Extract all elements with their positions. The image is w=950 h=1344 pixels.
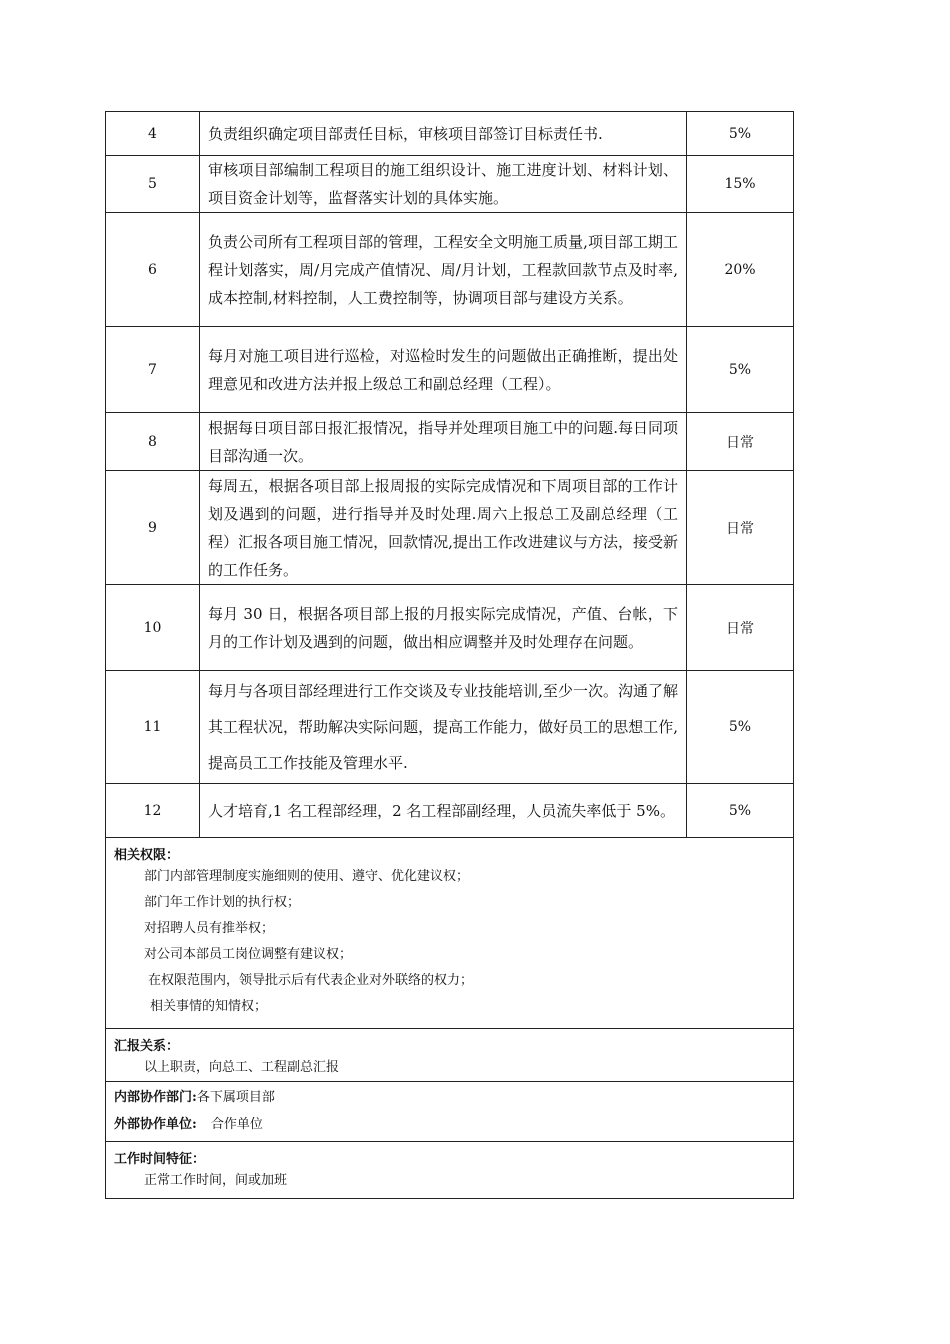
- internal-collaboration: [106, 1084, 793, 1111]
- external-value: 合作单位: [210, 1117, 263, 1132]
- row-weight: 5%: [687, 327, 794, 413]
- reporting-title: 汇报关系：: [114, 1039, 180, 1054]
- table-row: [106, 156, 794, 213]
- row-weight: 5%: [687, 671, 794, 784]
- authority-item: 部门内部管理制度实施细则的使用、遵守、优化建议权；: [144, 869, 470, 884]
- row-description: 每周五，根据各项目部上报周报的实际完成情况和下周项目部的工作计划及遇到的问题，进行指导并及时处理.周六上报总工及副总经理（工程）汇报各项目施工情况，回款情况,提出工作改进建议与方法，接受新的工作任务。: [200, 471, 687, 585]
- row-number: 10: [106, 585, 200, 671]
- worktime-title: 工作时间特征：: [114, 1152, 206, 1167]
- worktime-text: 正常工作时间，间或加班: [144, 1173, 288, 1188]
- collaboration-section: [105, 1082, 794, 1142]
- worktime-section: [105, 1142, 794, 1199]
- row-description: 负责公司所有工程项目部的管理，工程安全文明施工质量,项目部工期工程计划落实，周/月完成产值情况、周/月计划，工程款回款节点及时率,成本控制,材料控制，人工费控制等，协调项目部与建设方关系。: [200, 213, 687, 327]
- table-row: [106, 784, 794, 838]
- table-row: [106, 413, 794, 471]
- authority-item: 对招聘人员有推举权；: [144, 921, 275, 936]
- row-number: 8: [106, 413, 200, 471]
- row-number: 4: [106, 112, 200, 156]
- table-row: [106, 213, 794, 327]
- table-row: [106, 671, 794, 784]
- reporting-text: 以上职责，向总工、工程副总汇报: [144, 1060, 340, 1075]
- authority-item: 部门年工作计划的执行权；: [144, 895, 301, 910]
- table-row: [106, 585, 794, 671]
- row-weight: 5%: [687, 784, 794, 838]
- row-description: 人才培育,1 名工程部经理，2 名工程部副经理，人员流失率低于 5%。: [200, 784, 687, 838]
- row-description: 每月 30 日，根据各项目部上报的月报实际完成情况，产值、台帐，下月的工作计划及遇到的问题，做出相应调整并及时处理存在问题。: [200, 585, 687, 671]
- row-weight: 15%: [687, 156, 794, 213]
- authority-item: 在权限范围内，领导批示后有代表企业对外联络的权力；: [148, 973, 474, 988]
- row-weight: 5%: [687, 112, 794, 156]
- row-number: 11: [106, 671, 200, 784]
- internal-value: 各下属项目部: [196, 1090, 275, 1105]
- table-row: [106, 327, 794, 413]
- row-description: 每月对施工项目进行巡检，对巡检时发生的问题做出正确推断，提出处理意见和改进方法并报上级总工和副总经理（工程）。: [200, 327, 687, 413]
- external-collaboration: [106, 1111, 793, 1138]
- row-description: 审核项目部编制工程项目的施工组织设计、施工进度计划、材料计划、项目资金计划等，监督落实计划的具体实施。: [200, 156, 687, 213]
- row-description: 负责组织确定项目部责任目标，审核项目部签订目标责任书.: [200, 112, 687, 156]
- authority-title: 相关权限：: [114, 848, 180, 863]
- authority-section: [105, 838, 794, 1029]
- row-weight: 日常: [687, 413, 794, 471]
- row-weight: 日常: [687, 585, 794, 671]
- row-weight: 20%: [687, 213, 794, 327]
- table-row: [106, 471, 794, 585]
- table-row: [106, 112, 794, 156]
- row-description: 根据每日项目部日报汇报情况，指导并处理项目施工中的问题.每日同项目部沟通一次。: [200, 413, 687, 471]
- reporting-section: [105, 1029, 794, 1082]
- row-number: 5: [106, 156, 200, 213]
- internal-label: 内部协作部门:: [114, 1090, 197, 1105]
- external-label: 外部协作单位:: [114, 1117, 197, 1132]
- document-page: [105, 111, 794, 1199]
- row-number: 7: [106, 327, 200, 413]
- row-weight: 日常: [687, 471, 794, 585]
- row-number: 9: [106, 471, 200, 585]
- row-number: 6: [106, 213, 200, 327]
- row-number: 12: [106, 784, 200, 838]
- row-description: 每月与各项目部经理进行工作交谈及专业技能培训,至少一次。沟通了解其工程状况，帮助解决实际问题，提高工作能力，做好员工的思想工作,提高员工工作技能及管理水平.: [200, 671, 687, 784]
- authority-item: 相关事情的知情权；: [150, 999, 268, 1014]
- authority-item: 对公司本部员工岗位调整有建议权；: [144, 947, 353, 962]
- duties-table: [105, 111, 794, 838]
